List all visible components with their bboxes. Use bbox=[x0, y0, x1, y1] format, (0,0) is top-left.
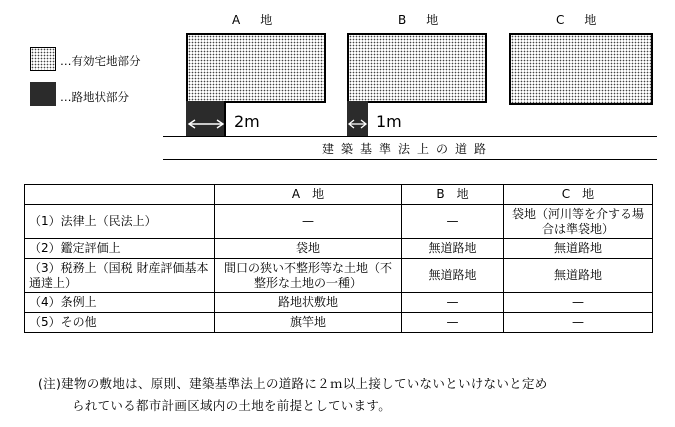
note-line-2: られている都市計画区域内の土地を前提としています。 bbox=[72, 398, 392, 413]
legend-effective-text: …有効宅地部分 bbox=[60, 54, 141, 68]
cell-a: 旗竿地 bbox=[215, 313, 402, 333]
cell-c: 無道路地 bbox=[504, 259, 653, 293]
note-line-1: (注)建物の敷地は、原則、建築基準法上の道路に２ｍ以上接していないといけないと定め bbox=[38, 376, 548, 391]
row-label: （4）条例上 bbox=[25, 293, 215, 313]
table-row bbox=[25, 239, 653, 259]
cell-a: 路地状敷地 bbox=[215, 293, 402, 313]
cell-c: 袋地（河川等を介する場合は準袋地） bbox=[504, 205, 653, 239]
cell-c: 無道路地 bbox=[504, 239, 653, 259]
table-header-row bbox=[25, 185, 653, 205]
table-row bbox=[25, 313, 653, 333]
cell-c: — bbox=[504, 293, 653, 313]
lot-b-label: B 地 bbox=[398, 13, 443, 27]
lot-b-width-label: 1m bbox=[376, 112, 402, 131]
table-row bbox=[25, 205, 653, 239]
row-label: （2）鑑定評価上 bbox=[25, 239, 215, 259]
lot-a-effective-area bbox=[186, 33, 326, 103]
cell-b: 無道路地 bbox=[402, 239, 504, 259]
cell-b: 無道路地 bbox=[402, 259, 504, 293]
classification-table bbox=[24, 184, 653, 333]
lot-c-label: C 地 bbox=[556, 13, 601, 27]
table-header-blank bbox=[25, 185, 215, 205]
cell-b: — bbox=[402, 205, 504, 239]
row-label: （5）その他 bbox=[25, 313, 215, 333]
row-label: （3）税務上（国税 財産評価基本通達上） bbox=[25, 259, 215, 293]
road-label: 建築基準法上の道路 bbox=[322, 142, 494, 156]
cell-c: — bbox=[504, 313, 653, 333]
legend-effective-swatch bbox=[30, 47, 56, 71]
lot-b-width-arrow bbox=[347, 118, 368, 130]
table-header-c: C 地 bbox=[504, 185, 653, 205]
cell-a: 間口の狭い不整形等な土地（不整形な土地の一種） bbox=[215, 259, 402, 293]
road-top-line bbox=[163, 136, 657, 137]
cell-b: — bbox=[402, 293, 504, 313]
table-row bbox=[25, 293, 653, 313]
lot-a-width-label: 2m bbox=[234, 112, 260, 131]
legend-road-shape-swatch bbox=[30, 82, 56, 106]
road-bottom-line bbox=[163, 159, 657, 160]
row-label: （1）法律上（民法上） bbox=[25, 205, 215, 239]
cell-a: 袋地 bbox=[215, 239, 402, 259]
lot-a-width-arrow bbox=[186, 118, 226, 130]
table-row bbox=[25, 259, 653, 293]
lot-a-label: A 地 bbox=[232, 13, 277, 27]
legend-road-shape-text: …路地状部分 bbox=[60, 90, 129, 104]
cell-a: — bbox=[215, 205, 402, 239]
cell-b: — bbox=[402, 313, 504, 333]
lot-c-effective-area bbox=[509, 33, 653, 105]
table-header-a: A 地 bbox=[215, 185, 402, 205]
table-header-b: B 地 bbox=[402, 185, 504, 205]
lot-b-effective-area bbox=[347, 33, 487, 103]
